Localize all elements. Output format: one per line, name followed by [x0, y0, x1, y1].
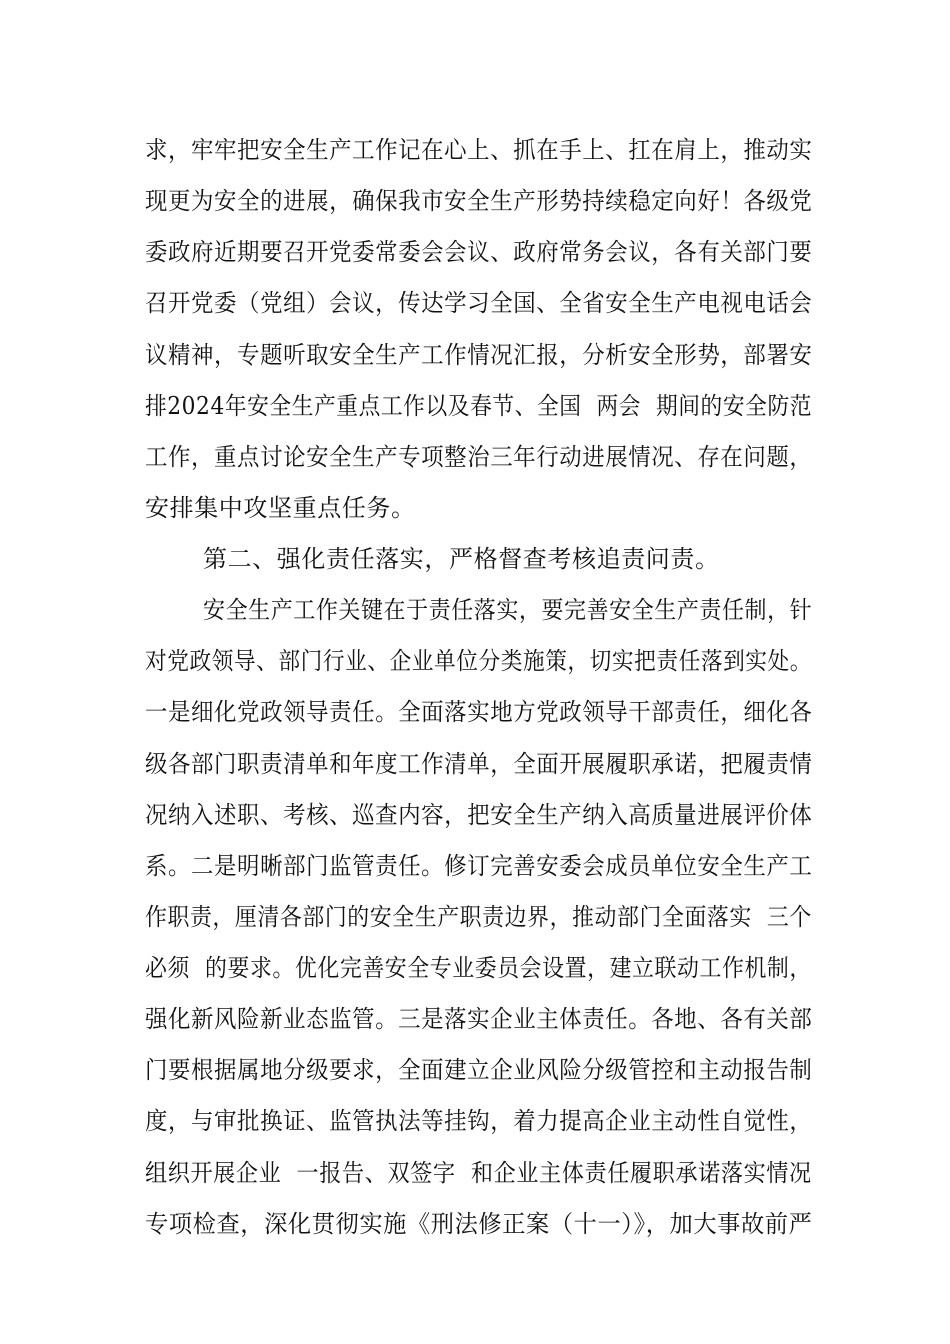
text-line: 安排集中攻坚重点任务。 [145, 494, 416, 522]
text-line: 组织开展企业 一报告、双签字 和企业主体责任履职承诺落实情况 [145, 1159, 812, 1187]
text-line: 级各部门职责清单和年度工作清单，全面开展履职承诺，把履责情 [145, 750, 813, 778]
text-line: 安全生产工作关键在于责任落实，要完善安全生产责任制，针 [203, 596, 813, 624]
text-line: 系。二是明晰部门监管责任。修订完善安委会成员单位安全生产工 [145, 852, 813, 880]
text-line: 排2024年安全生产重点工作以及春节、全国 两会 期间的安全防范 [145, 392, 813, 420]
text-line: 召开党委（党组）会议，传达学习全国、全省安全生产电视电话会 [145, 289, 813, 317]
text-line: 作职责，厘清各部门的安全生产职责边界，推动部门全面落实 三个 [145, 903, 812, 931]
text-line: 一是细化党政领导责任。全面落实地方党政领导干部责任，细化各 [145, 698, 813, 726]
text-line: 求，牢牢把安全生产工作记在心上、抓在手上、扛在肩上，推动实 [145, 136, 813, 164]
text-line: 况纳入述职、考核、巡查内容，把安全生产纳入高质量进展评价体 [145, 801, 813, 829]
text-line: 现更为安全的进展，确保我市安全生产形势持续稳定向好！各级党 [145, 187, 813, 215]
text-line: 议精神，专题听取安全生产工作情况汇报，分析安全形势，部署安 [145, 341, 813, 369]
text-line: 门要根据属地分级要求，全面建立企业风险分级管控和主动报告制 [145, 1056, 813, 1084]
text-line: 对党政领导、部门行业、企业单位分类施策，切实把责任落到实处。 [145, 647, 813, 675]
text-line: 工作，重点讨论安全生产专项整治三年行动进展情况、存在问题， [145, 443, 813, 471]
text-line: 度，与审批换证、监管执法等挂钩，着力提高企业主动性自觉性， [145, 1107, 813, 1135]
text-line: 强化新风险新业态监管。三是落实企业主体责任。各地、各有关部 [145, 1005, 813, 1033]
section-heading: 第二、强化责任落实，严格督查考核追责问责。 [203, 545, 720, 573]
text-line: 委政府近期要召开党委常委会会议、政府常务会议，各有关部门要 [145, 238, 813, 266]
text-line: 必须 的要求。优化完善安全专业委员会设置，建立联动工作机制， [145, 954, 812, 982]
text-line: 专项检查，深化贯彻实施《刑法修正案（十一）》，加大事故前严 [145, 1210, 813, 1238]
